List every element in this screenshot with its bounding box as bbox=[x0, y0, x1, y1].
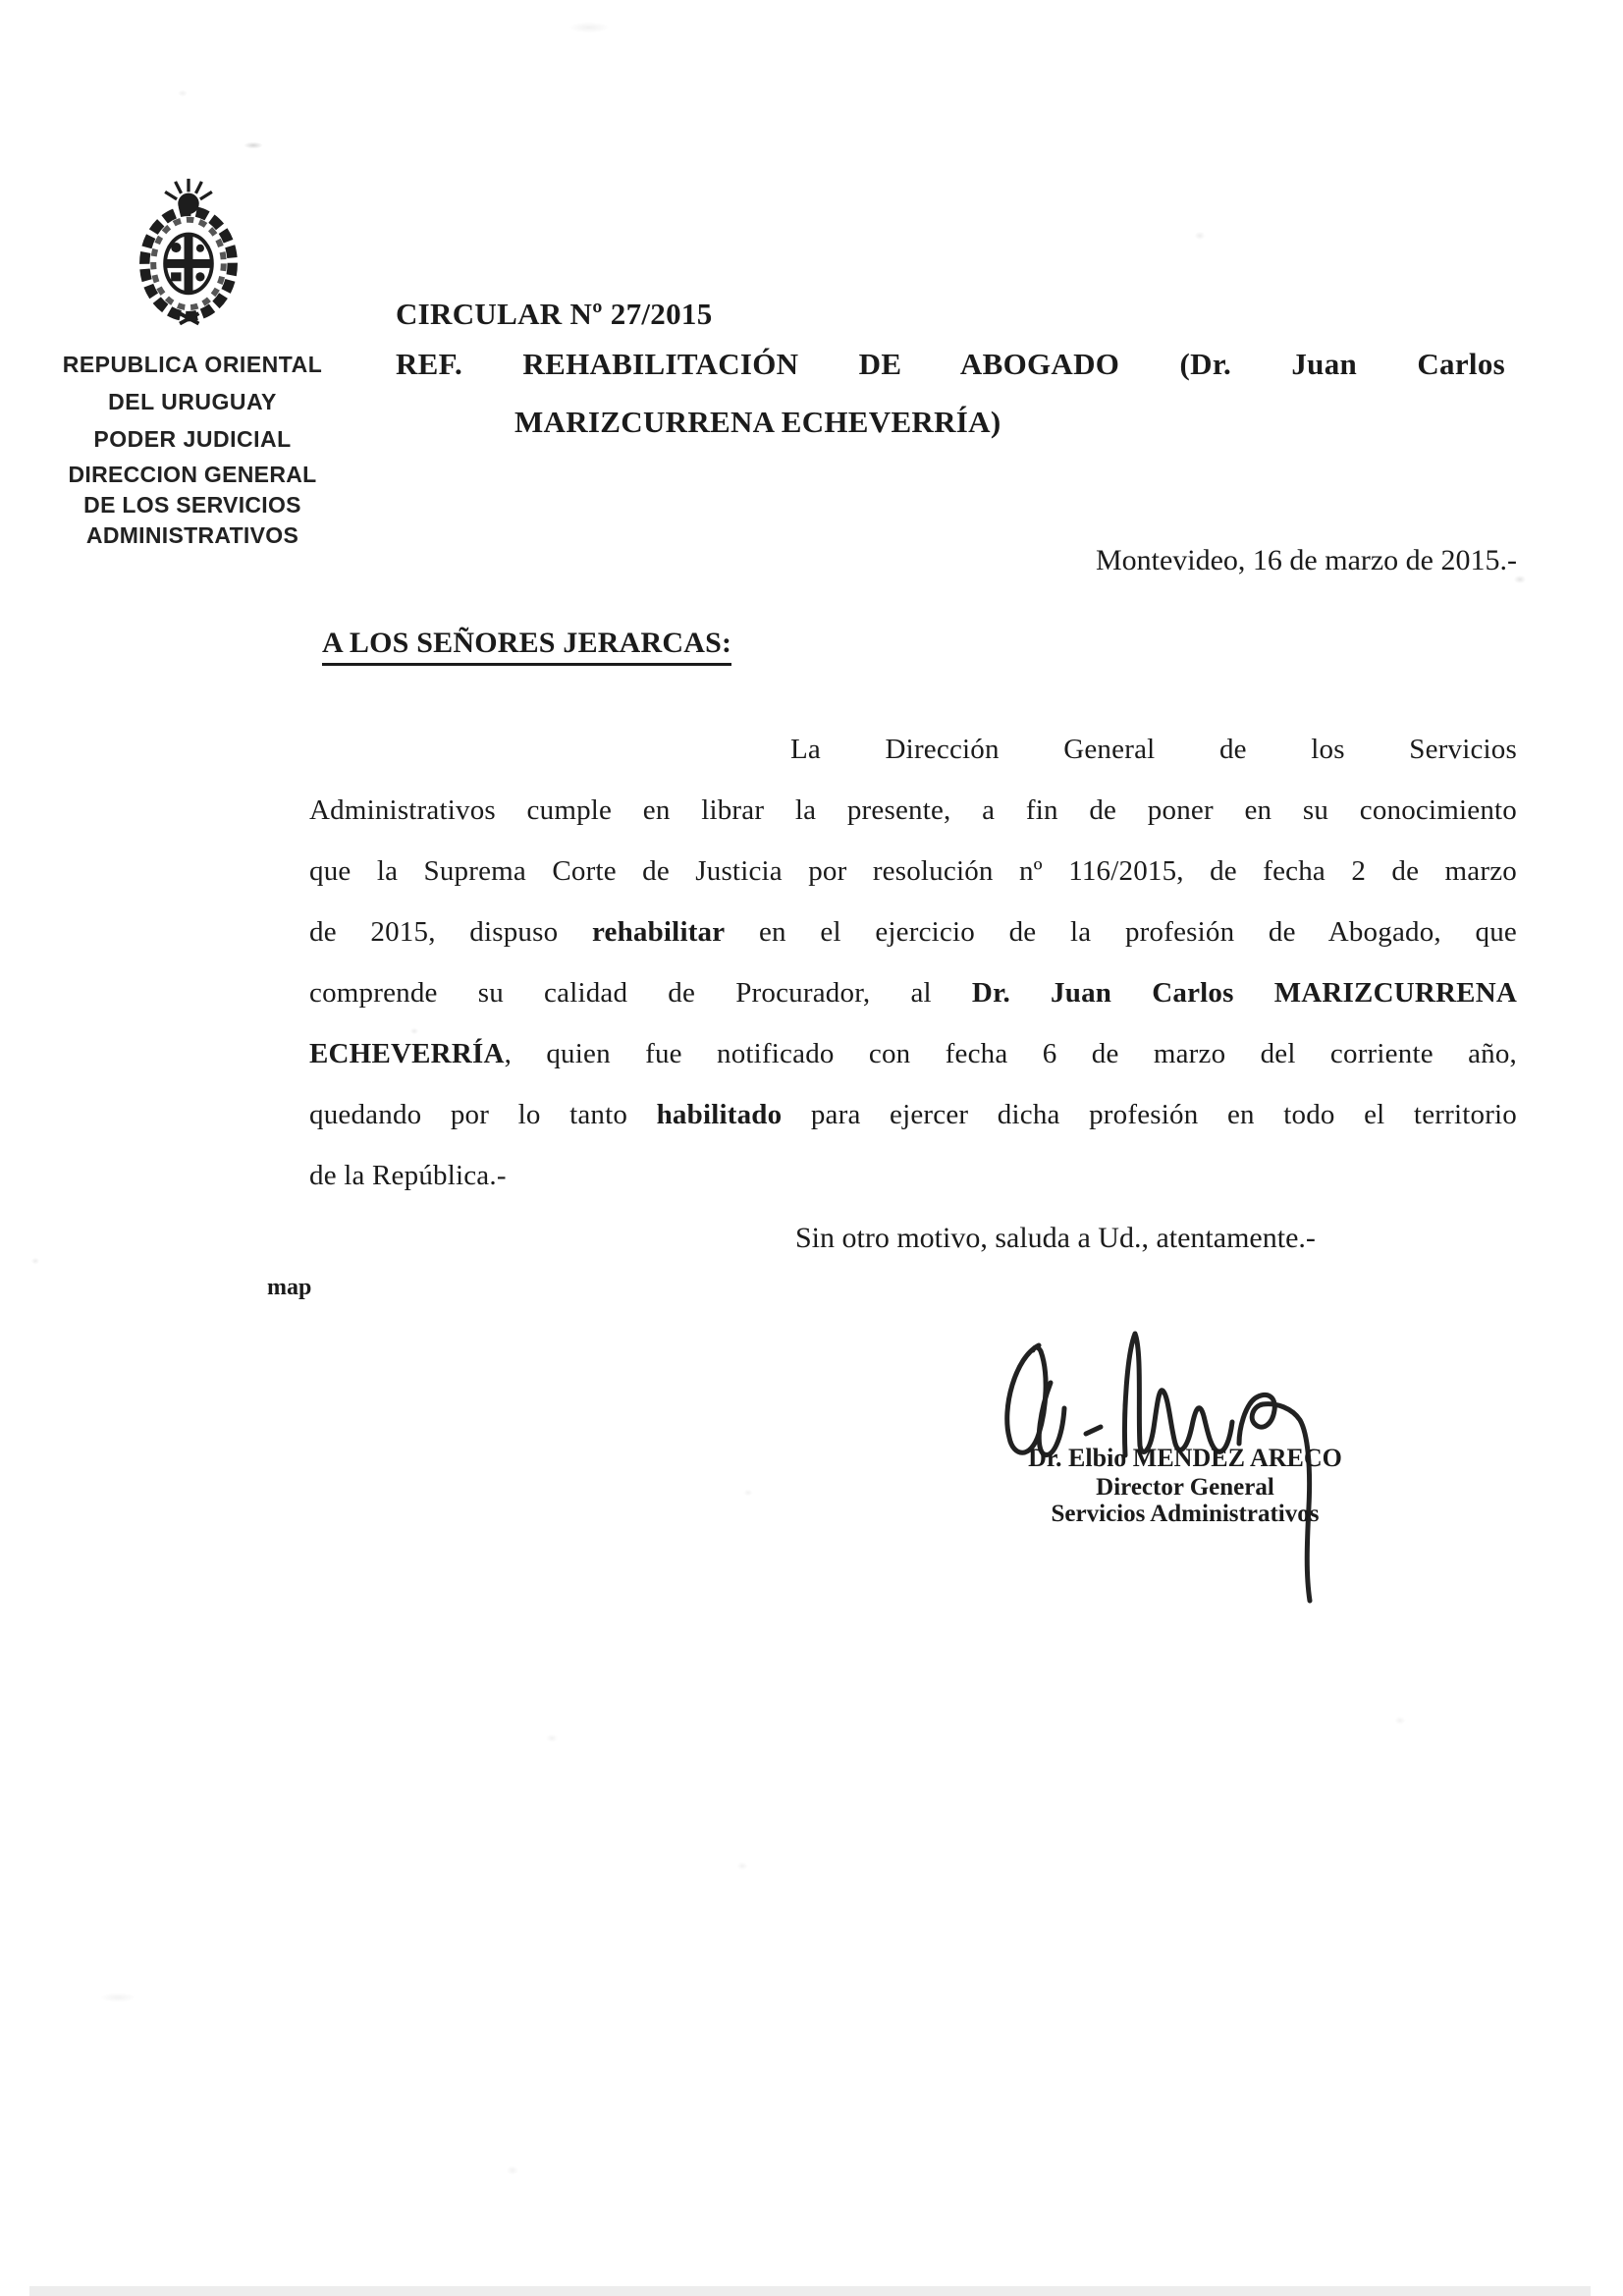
body-line bbox=[309, 915, 1517, 949]
letterhead-dept-line: DIRECCION GENERAL bbox=[68, 462, 317, 487]
sun-icon bbox=[178, 193, 198, 214]
body-segment: rehabilitar bbox=[591, 916, 726, 948]
ref-subject-line2: MARIZCURRENA ECHEVERRÍA) bbox=[514, 405, 1001, 439]
letterhead-org bbox=[49, 346, 336, 458]
body-segment: ECHEVERRÍA bbox=[309, 1038, 505, 1069]
letterhead-dept bbox=[49, 460, 336, 551]
salutation-text: A LOS SEÑORES JERARCAS: bbox=[322, 627, 731, 666]
body-segment: habilitado bbox=[656, 1099, 783, 1130]
body-segment: en el ejercicio de la profesión de Abogado, que bbox=[725, 916, 1517, 948]
letterhead-org-line: PODER JUDICIAL bbox=[93, 426, 292, 452]
body-segment: de la República.- bbox=[309, 1160, 507, 1191]
body-segment: quedando por lo tanto bbox=[309, 1099, 657, 1130]
signer-name: Dr. Elbio MENDEZ ARECO bbox=[1028, 1444, 1342, 1472]
salutation bbox=[322, 627, 731, 666]
body-line bbox=[309, 976, 1517, 1010]
letterhead-org-line: DEL URUGUAY bbox=[108, 389, 277, 414]
body-segment: , quien fue notificado con fecha 6 de marzo del corriente año, bbox=[504, 1038, 1517, 1069]
letterhead-dept-line: ADMINISTRATIVOS bbox=[85, 522, 299, 548]
body-segment: de 2015, dispuso bbox=[309, 916, 592, 948]
body-line bbox=[309, 854, 1517, 888]
body-segment: Administrativos cumple en librar la presente, a fin de poner en su conocimiento bbox=[309, 794, 1517, 826]
letterhead-org-line: REPUBLICA ORIENTAL bbox=[62, 352, 323, 377]
body-segment: Dr. Juan Carlos MARIZCURRENA bbox=[971, 977, 1517, 1009]
closing-line: Sin otro motivo, saluda a Ud., atentamente.- bbox=[795, 1222, 1316, 1254]
body-segment: comprende su calidad de Procurador, al bbox=[309, 977, 972, 1009]
body-line bbox=[309, 1159, 1517, 1192]
body-segment: La Dirección General de los Servicios bbox=[790, 734, 1517, 765]
signer-role: Director General bbox=[1096, 1474, 1274, 1501]
body-segment: que la Suprema Corte de Justicia por resolución nº 116/2015, de fecha 2 de marzo bbox=[309, 855, 1517, 887]
scan-edge-artifact bbox=[29, 2286, 1591, 2296]
body-line bbox=[309, 1098, 1517, 1131]
uruguay-coat-of-arms-icon bbox=[114, 173, 263, 334]
body-segment: para ejercer dicha profesión en todo el territorio bbox=[782, 1099, 1518, 1130]
body-line bbox=[309, 1037, 1517, 1070]
ref-subject-line1: REF. REHABILITACIÓN DE ABOGADO (Dr. Juan Carlos bbox=[396, 347, 1505, 381]
body-line bbox=[309, 793, 1517, 827]
circular-number: CIRCULAR Nº 27/2015 bbox=[396, 297, 713, 331]
letterhead-dept-line: DE LOS SERVICIOS bbox=[83, 492, 301, 518]
dateline: Montevideo, 16 de marzo de 2015.- bbox=[1095, 544, 1517, 576]
signer-office: Servicios Administrativos bbox=[1051, 1501, 1320, 1527]
typist-initials: map bbox=[267, 1275, 312, 1300]
body-line bbox=[790, 733, 1517, 766]
